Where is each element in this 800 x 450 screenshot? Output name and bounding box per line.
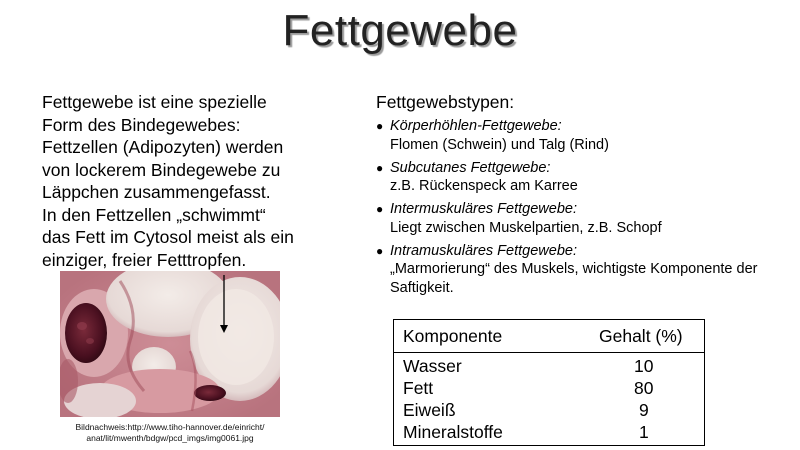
- row-component: Fett: [403, 378, 434, 398]
- intro-line: das Fett im Cytosol meist als ein: [42, 227, 294, 247]
- row-value: 1: [639, 422, 649, 442]
- intro-line: Fettgewebe ist eine spezielle: [42, 92, 267, 112]
- column-header-component: Komponente: [403, 326, 503, 346]
- row-value: 80: [634, 378, 654, 398]
- table-row: [394, 422, 704, 444]
- row-value: 10: [634, 356, 654, 376]
- intro-line: von lockerem Bindegewebe zu: [42, 159, 281, 180]
- intro-line: Fettzellen (Adipozyten) werden: [42, 137, 284, 157]
- bullet-icon: ●: [376, 160, 384, 175]
- intro-line: Läppchen zusammengefasst.: [42, 182, 271, 202]
- type-description: Liegt zwischen Muskelpartien, z.B. Schopf: [390, 219, 662, 236]
- table-row: [394, 378, 704, 400]
- type-name: Intramuskuläres Fettgewebe:: [390, 242, 577, 259]
- slide-title: Fettgewebe: [282, 6, 518, 55]
- list-item: [376, 117, 776, 154]
- image-credit-line: Bildnachweis:http://www.tiho-hannover.de/einricht/: [75, 422, 265, 432]
- bullet-icon: ●: [376, 243, 384, 258]
- row-component: Eiweiß: [403, 400, 456, 420]
- intro-paragraph: [42, 91, 342, 271]
- row-value: 9: [639, 400, 649, 420]
- list-item: [376, 159, 776, 196]
- table-row: [394, 356, 704, 378]
- column-header-content: Gehalt (%): [599, 326, 683, 346]
- list-item: [376, 200, 776, 237]
- types-heading: Fettgewebstypen:: [376, 92, 515, 112]
- row-component: Wasser: [403, 356, 462, 376]
- types-list: [376, 117, 776, 302]
- type-description: Flomen (Schwein) und Talg (Rind): [390, 136, 609, 153]
- bullet-icon: ●: [376, 202, 384, 216]
- type-name: Subcutanes Fettgewebe:: [390, 159, 551, 176]
- type-name: Körperhöhlen-Fettgewebe:: [390, 118, 562, 134]
- type-name: Intermuskuläres Fettgewebe:: [390, 201, 577, 217]
- type-description: z.B. Rückenspeck am Karree: [390, 178, 578, 194]
- intro-line: In den Fettzellen „schwimmt“: [42, 204, 266, 225]
- row-component: Mineralstoffe: [403, 422, 503, 442]
- composition-table: [393, 319, 705, 446]
- bullet-icon: ●: [376, 119, 384, 133]
- intro-line: Form des Bindegewebes:: [42, 114, 241, 135]
- list-item: [376, 242, 776, 298]
- table-header: [394, 320, 704, 353]
- intro-line: einziger, freier Fetttropfen.: [42, 249, 247, 270]
- table-row: [394, 400, 704, 422]
- image-credit: [40, 422, 300, 444]
- image-credit-line: anat/lit/mwenth/bdgw/pcd_imgs/img0061.jpg: [86, 433, 254, 443]
- adipose-tissue-micrograph: [60, 271, 280, 417]
- type-description: „Marmorierung“ des Muskels, wichtigste Komponente der Saftigkeit.: [390, 261, 758, 296]
